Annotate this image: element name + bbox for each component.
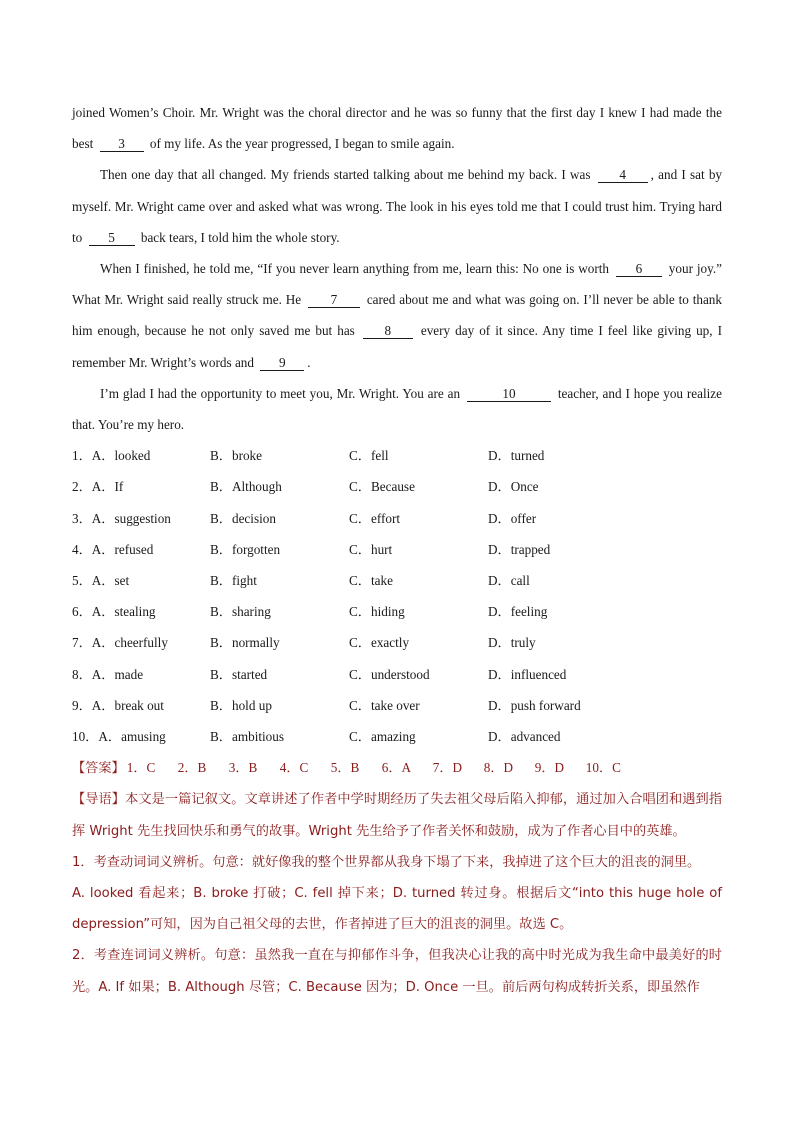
guide-label: 【导语】: [72, 792, 126, 808]
answer-item: 10．C: [585, 760, 621, 776]
explanation-2-line-1: 2．考查连词词义辨析。句意：虽然我一直在与抑郁作斗争，但我决心让我的高中时光成为我生命中最美好的时光。A. If 如果；B. Although 尽管；C. Because 因为；D. Once 一旦。前后两句构成转折关系，即虽然作: [72, 948, 722, 995]
question-option-b: B．forgotten: [210, 541, 281, 557]
question-option-c: C．effort: [349, 510, 401, 526]
question-row: [72, 503, 722, 534]
answer-item: 3．B: [228, 760, 258, 776]
question-option-b: B．started: [210, 666, 268, 682]
question-option-d: D．push forward: [488, 697, 581, 713]
passage-text: joined Women’s Choir. Mr. Wright was the choral director and he was so funny that the first day I knew I had made the best: [72, 105, 722, 152]
question-list: [72, 440, 722, 752]
answer-item: 6．A: [381, 760, 412, 776]
question-row: [72, 627, 722, 658]
blank-7: 7: [308, 292, 360, 308]
question-option-a: 2．A．If: [72, 479, 124, 495]
question-option-a: 9．A．break out: [72, 697, 164, 713]
question-option-d: D．trapped: [488, 541, 551, 557]
question-option-d: D．feeling: [488, 604, 548, 620]
question-option-a: 3．A．suggestion: [72, 510, 171, 526]
question-option-b: B．decision: [210, 510, 276, 526]
question-option-b: B．sharing: [210, 604, 271, 620]
blank-3: 3: [100, 136, 144, 152]
question-option-d: D．truly: [488, 635, 536, 651]
answer-item: 5．B: [330, 760, 360, 776]
question-row: [72, 596, 722, 627]
answer-item: 2．B: [177, 760, 207, 776]
answer-item: 4．C: [279, 760, 309, 776]
answer-item: 1．C: [126, 760, 156, 776]
blank-10: 10: [467, 386, 551, 402]
question-row: [72, 534, 722, 565]
question-option-d: D．call: [488, 572, 530, 588]
answer-items: [127, 761, 637, 776]
question-option-c: C．Because: [349, 479, 415, 495]
passage-text: , and I sat by myself. Mr. Wright came over and asked what was wrong. The look in his eyes told me that I could trust him. Trying hard to: [72, 167, 723, 245]
answer-item: 8．D: [483, 760, 514, 776]
guide-paragraph: [72, 784, 722, 846]
question-option-c: C．take over: [349, 697, 420, 713]
blank-9: 9: [260, 355, 304, 371]
answer-key-line: [72, 752, 722, 784]
passage-paragraph-2: [72, 159, 722, 253]
question-option-a: 8．A．made: [72, 666, 144, 682]
question-option-c: C．take: [349, 572, 393, 588]
question-option-a: 7．A．cheerfully: [72, 635, 168, 651]
question-option-c: C．hurt: [349, 541, 393, 557]
blank-8: 8: [363, 323, 413, 339]
question-row: [72, 565, 722, 596]
passage-text: teacher, and I hope you realize that. You’re my hero.: [72, 385, 723, 433]
question-option-a: 1．A．looked: [72, 448, 151, 464]
question-option-c: C．exactly: [349, 635, 410, 651]
passage-text: .: [307, 354, 311, 370]
question-option-c: C．amazing: [349, 728, 416, 744]
question-row: [72, 690, 722, 721]
answer-section: [72, 752, 722, 1003]
question-option-c: C．understood: [349, 666, 430, 682]
passage-paragraph-4: [72, 378, 722, 440]
question-option-c: C．fell: [349, 448, 389, 464]
question-row: [72, 659, 722, 690]
passage-text: Then one day that all changed. My friends started talking about me behind my back. I was: [100, 167, 591, 183]
passage-text: every day of it since. Any time I feel like giving up, I remember Mr. Wright’s words and: [72, 323, 722, 370]
answer-item: 7．D: [432, 760, 463, 776]
question-option-d: D．offer: [488, 510, 537, 526]
answer-label: 【答案】: [72, 761, 125, 777]
question-option-a: 6．A．stealing: [72, 604, 156, 620]
passage-text: back tears, I told him the whole story.: [140, 229, 340, 245]
question-option-a: 5．A．set: [72, 572, 130, 588]
guide-text: 本文是一篇记叙文。文章讲述了作者中学时期经历了失去祖父母后陷入抑郁，通过加入合唱团和遇到指挥 Wright 先生找回快乐和勇气的故事。Wright 先生给予了作者关怀和鼓励，成为了作者心目中的英雄。: [72, 792, 723, 839]
document-content: [72, 97, 722, 1003]
passage-text: cared about me and what was going on. I’ll never be able to thank him enough, because he not only saved me but has: [72, 292, 722, 339]
passage-paragraph-1: [72, 97, 722, 159]
question-option-a: 10．A．amusing: [72, 728, 166, 744]
answer-item: 9．D: [534, 760, 565, 776]
passage-text: I’m glad I had the opportunity to meet you, Mr. Wright. You are an: [100, 385, 461, 401]
question-option-c: C．hiding: [349, 604, 405, 620]
question-row: [72, 440, 722, 471]
question-option-d: D．influenced: [488, 666, 567, 682]
explanation-1-line-2: A. looked 看起来；B. broke 打破；C. fell 掉下来；D. turned 转过身。根据后文“into this huge hole of depression”可知，因为自己祖父母的去世，作者掉进了巨大的沮丧的洞里。故选 C。: [72, 885, 722, 933]
question-option-b: B．broke: [210, 448, 263, 464]
question-option-b: B．fight: [210, 572, 257, 588]
passage-paragraph-3: [72, 253, 722, 378]
blank-6: 6: [616, 261, 662, 277]
question-option-d: D．Once: [488, 479, 539, 495]
question-option-b: B．hold up: [210, 697, 272, 713]
question-option-d: D．turned: [488, 448, 545, 464]
passage-text: When I finished, he told me, “If you never learn anything from me, learn this: No one is worth: [100, 261, 610, 277]
question-row: [72, 721, 722, 752]
explanation-1-line-1: 1．考查动词词义辨析。句意：就好像我的整个世界都从我身下塌了下来，我掉进了这个巨大的沮丧的洞里。: [72, 854, 701, 870]
passage-text: your joy.” What Mr. Wright said really struck me. He: [72, 261, 722, 308]
question-option-a: 4．A．refused: [72, 541, 154, 557]
passage-text: of my life. As the year progressed, I began to smile again.: [149, 136, 455, 152]
question-row: [72, 471, 722, 502]
question-option-b: B．normally: [210, 635, 280, 651]
question-option-b: B．Although: [210, 479, 282, 495]
question-option-d: D．advanced: [488, 728, 561, 744]
blank-4: 4: [598, 167, 648, 183]
blank-5: 5: [89, 230, 135, 246]
question-option-b: B．ambitious: [210, 728, 284, 744]
